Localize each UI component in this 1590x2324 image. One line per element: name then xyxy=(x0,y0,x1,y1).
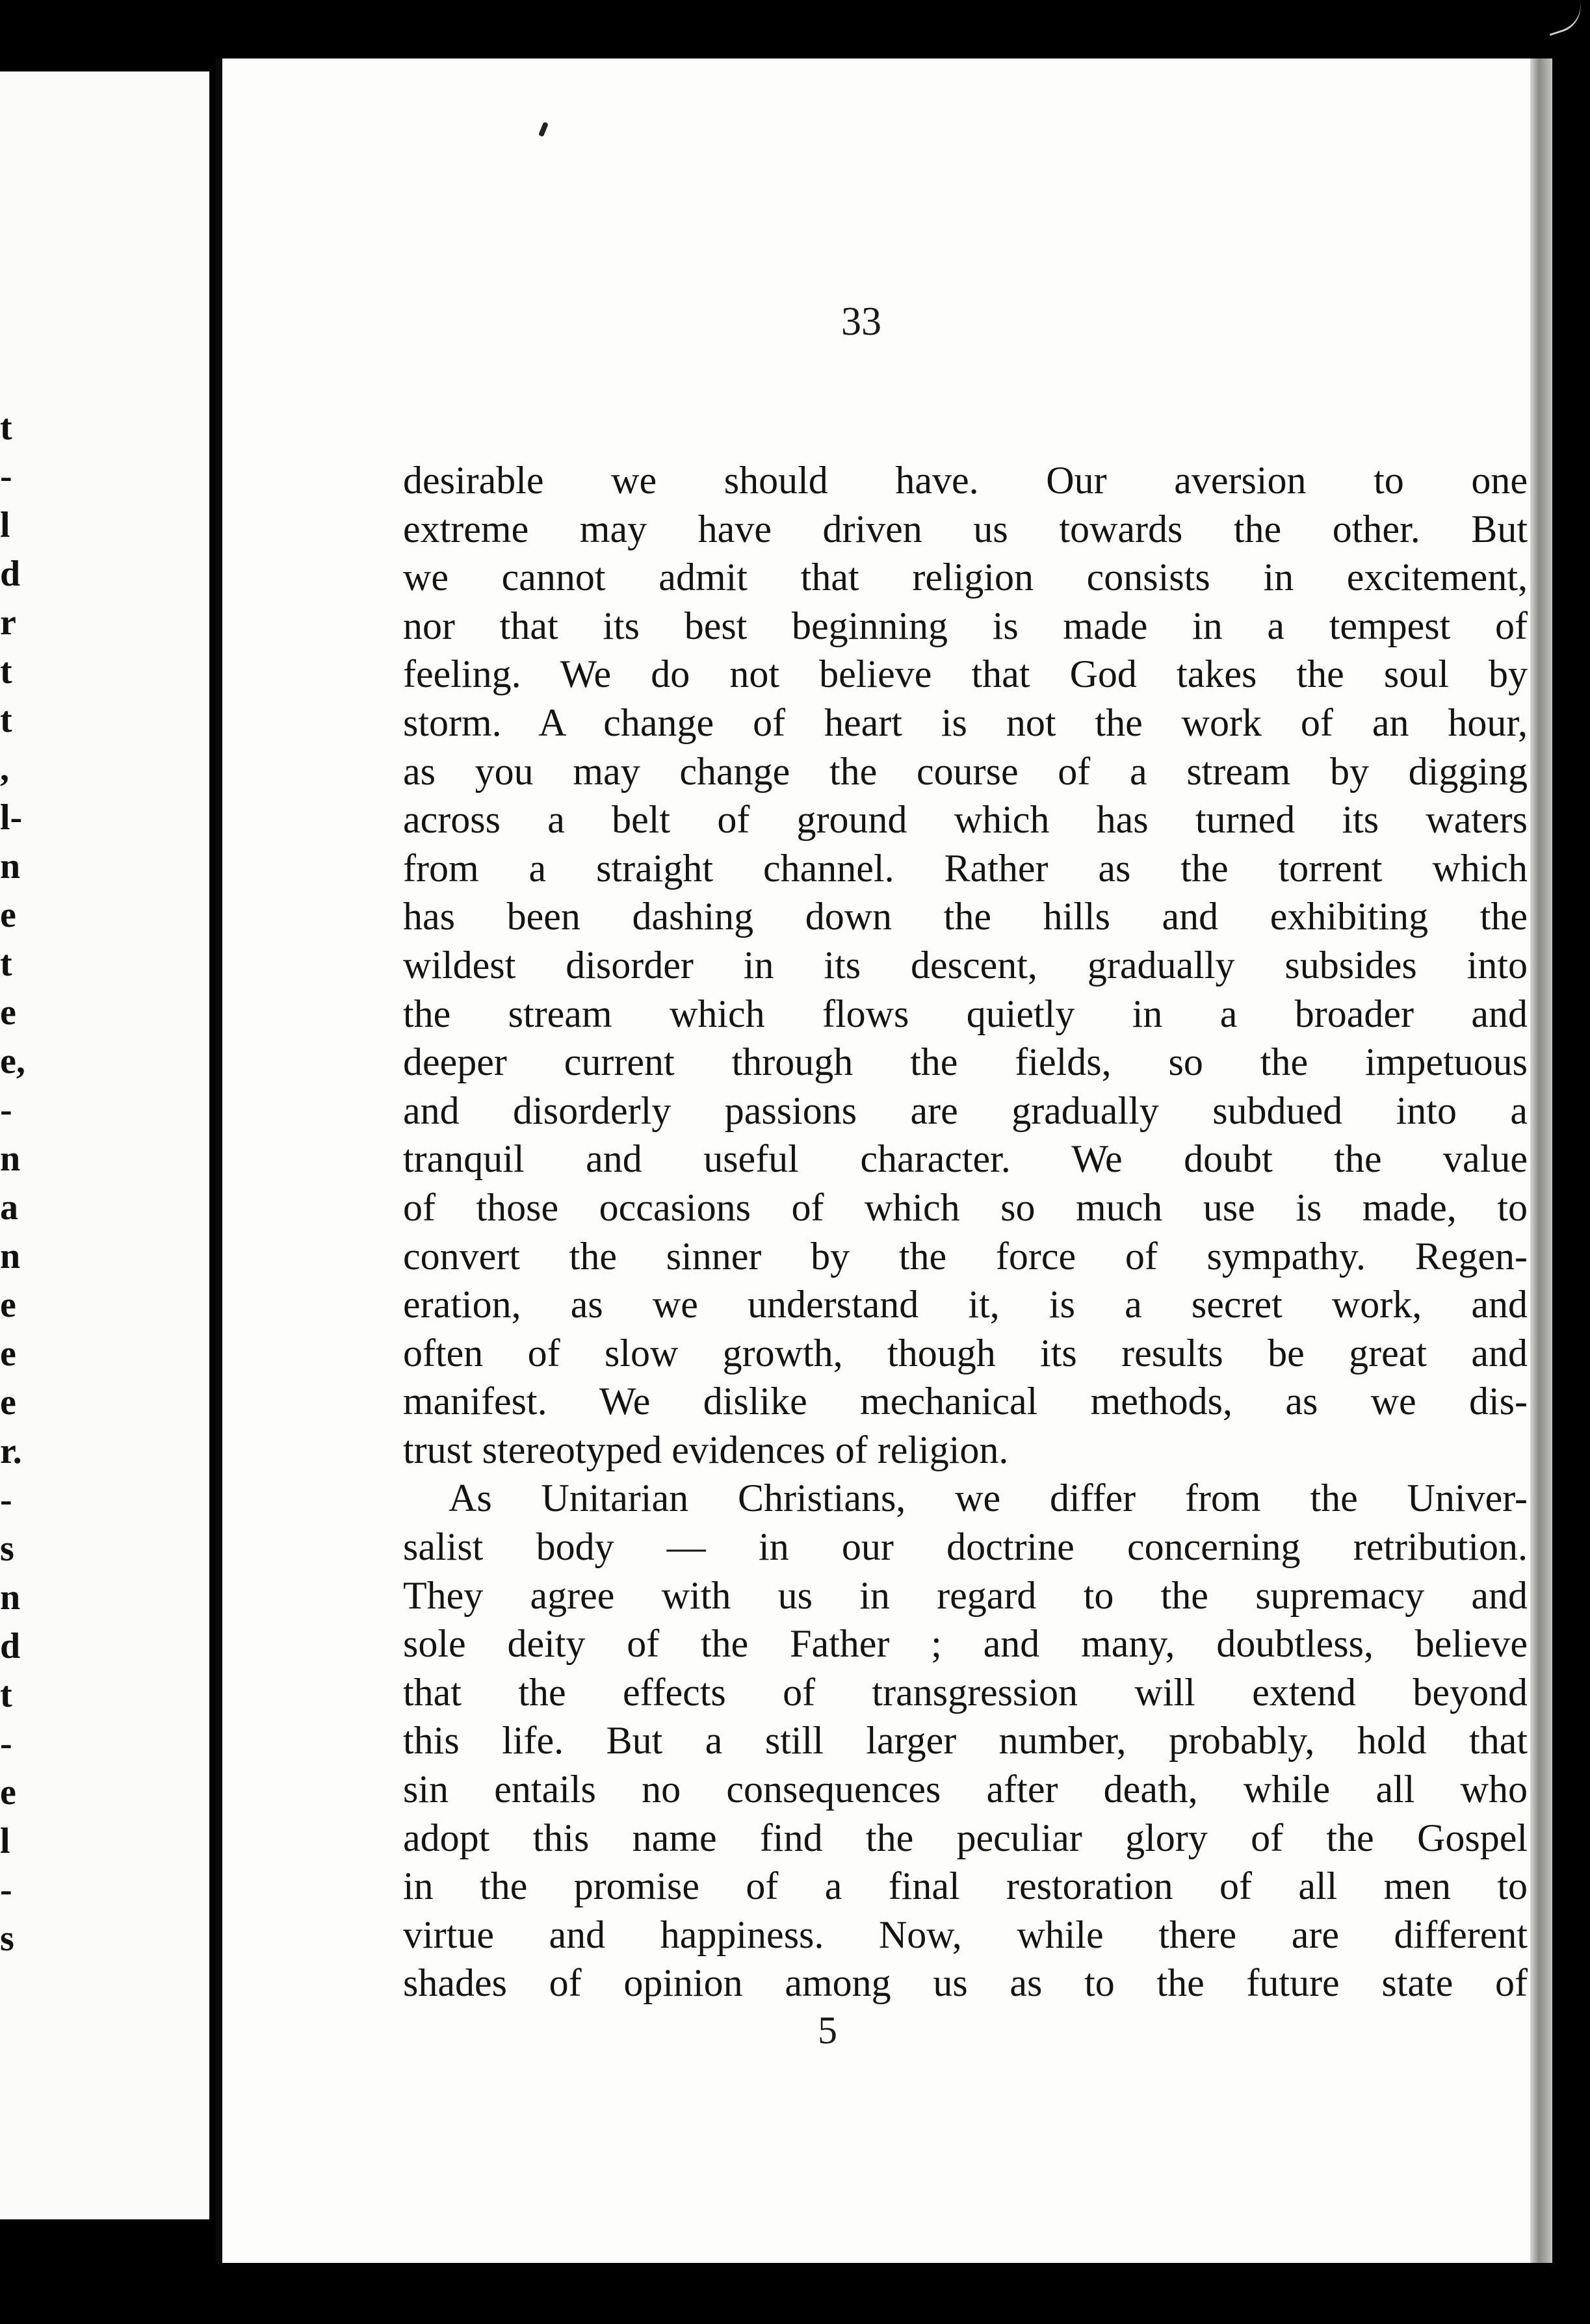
page-edge-shadow xyxy=(1530,58,1552,2263)
facing-page-fragment: e xyxy=(0,895,16,935)
text-line: from a straight channel. Rather as the torrent which xyxy=(403,846,1528,890)
page-number: 33 xyxy=(841,300,881,344)
text-line: They agree with us in regard to the supremacy and xyxy=(403,1573,1528,1617)
facing-page-fragment: n xyxy=(0,1236,21,1276)
text-line: nor that its best beginning is made in a tempest of xyxy=(403,604,1528,647)
facing-page xyxy=(0,71,209,2219)
facing-page-fragment: r. xyxy=(0,1431,22,1471)
facing-page-fragment: s xyxy=(0,1918,14,1959)
page-body xyxy=(403,456,1528,2056)
facing-page-fragment: t xyxy=(0,1675,12,1715)
text-line: deeper current through the fields, so the impetuous xyxy=(403,1040,1528,1084)
text-line: adopt this name find the peculiar glory of the Gospel xyxy=(403,1816,1528,1859)
text-line: tranquil and useful character. We doubt the value xyxy=(403,1137,1528,1181)
text-line: virtue and happiness. Now, while there are different xyxy=(403,1913,1528,1956)
facing-page-fragment: e xyxy=(0,1382,16,1423)
text-line: extreme may have driven us towards the other. But xyxy=(403,507,1528,550)
text-line: shades of opinion among us as to the future state of xyxy=(403,1961,1528,2005)
text-line: of those occasions of which so much use is made, to xyxy=(403,1185,1528,1229)
facing-page-fragment: , xyxy=(0,749,9,789)
text-line: in the promise of a final restoration of all men to xyxy=(403,1865,1528,1908)
text-line: convert the sinner by the force of sympathy. Regen- xyxy=(403,1234,1528,1278)
text-line: as you may change the course of a stream by digging xyxy=(403,749,1528,793)
facing-page-fragment: a xyxy=(0,1187,18,1228)
text-line: sin entails no consequences after death, while all who xyxy=(403,1768,1528,1811)
text-line: eration, as we understand it, is a secret work, and xyxy=(403,1283,1528,1326)
text-line: sole deity of the Father ; and many, doubtless, believe xyxy=(403,1622,1528,1666)
facing-page-fragment: e, xyxy=(0,1041,25,1081)
facing-page-fragment: l xyxy=(0,1821,10,1861)
facing-page-fragment: r xyxy=(0,602,16,643)
facing-page-fragment: e xyxy=(0,1334,16,1374)
facing-page-fragment: e xyxy=(0,992,16,1033)
facing-page-fragment: - xyxy=(0,456,12,497)
facing-page-fragment: l- xyxy=(0,797,23,838)
facing-page-fragment: l xyxy=(0,505,10,545)
text-line: and disorderly passions are gradually subdued into a xyxy=(403,1089,1528,1132)
text-line: manifest. We dislike mechanical methods, as we dis- xyxy=(403,1380,1528,1423)
text-line: wildest disorder in its descent, gradually subsides into xyxy=(403,943,1528,987)
text-line: salist body — in our doctrine concerning retribution. xyxy=(403,1525,1528,1569)
facing-page-fragment: e xyxy=(0,1772,16,1813)
facing-page-fragment: - xyxy=(0,1090,12,1130)
book-page xyxy=(216,58,1534,2263)
facing-page-fragment: - xyxy=(0,1870,12,1910)
facing-page-fragment: n xyxy=(0,1577,21,1618)
facing-page-fragment: t xyxy=(0,407,12,448)
text-line: As Unitarian Christians, we differ from the Univer- xyxy=(449,1477,1528,1520)
text-line: the stream which flows quietly in a broader and xyxy=(403,992,1528,1035)
text-line: across a belt of ground which has turned its waters xyxy=(403,798,1528,842)
facing-page-fragment: t xyxy=(0,651,12,691)
text-line: storm. A change of heart is not the work of an hour, xyxy=(403,701,1528,744)
text-line: has been dashing down the hills and exhibiting the xyxy=(403,895,1528,938)
facing-page-fragment: d xyxy=(0,1626,21,1666)
text-line: desirable we should have. Our aversion to one xyxy=(403,459,1528,502)
facing-page-fragment: n xyxy=(0,846,21,886)
facing-page-fragment: d xyxy=(0,554,21,594)
facing-page-fragment: - xyxy=(0,1480,12,1520)
text-line: that the effects of transgression will extend beyond xyxy=(403,1670,1528,1714)
text-line: often of slow growth, though its results be great and xyxy=(403,1331,1528,1375)
text-line: trust stereotyped evidences of religion. xyxy=(403,1428,1009,1471)
facing-page-fragment: - xyxy=(0,1724,12,1764)
text-line: this life. But a still larger number, probably, hold that xyxy=(403,1719,1528,1762)
signature-mark: 5 xyxy=(818,2009,837,2052)
facing-page-cut-text xyxy=(0,71,26,2219)
text-line: feeling. We do not believe that God takes the soul by xyxy=(403,652,1528,696)
facing-page-fragment: t xyxy=(0,944,12,984)
facing-page-fragment: t xyxy=(0,700,12,740)
facing-page-fragment: e xyxy=(0,1285,16,1325)
text-line: we cannot admit that religion consists in excitement, xyxy=(403,556,1528,599)
facing-page-fragment: n xyxy=(0,1139,21,1179)
corner-mark xyxy=(1541,0,1587,36)
facing-page-fragment: s xyxy=(0,1529,14,1569)
